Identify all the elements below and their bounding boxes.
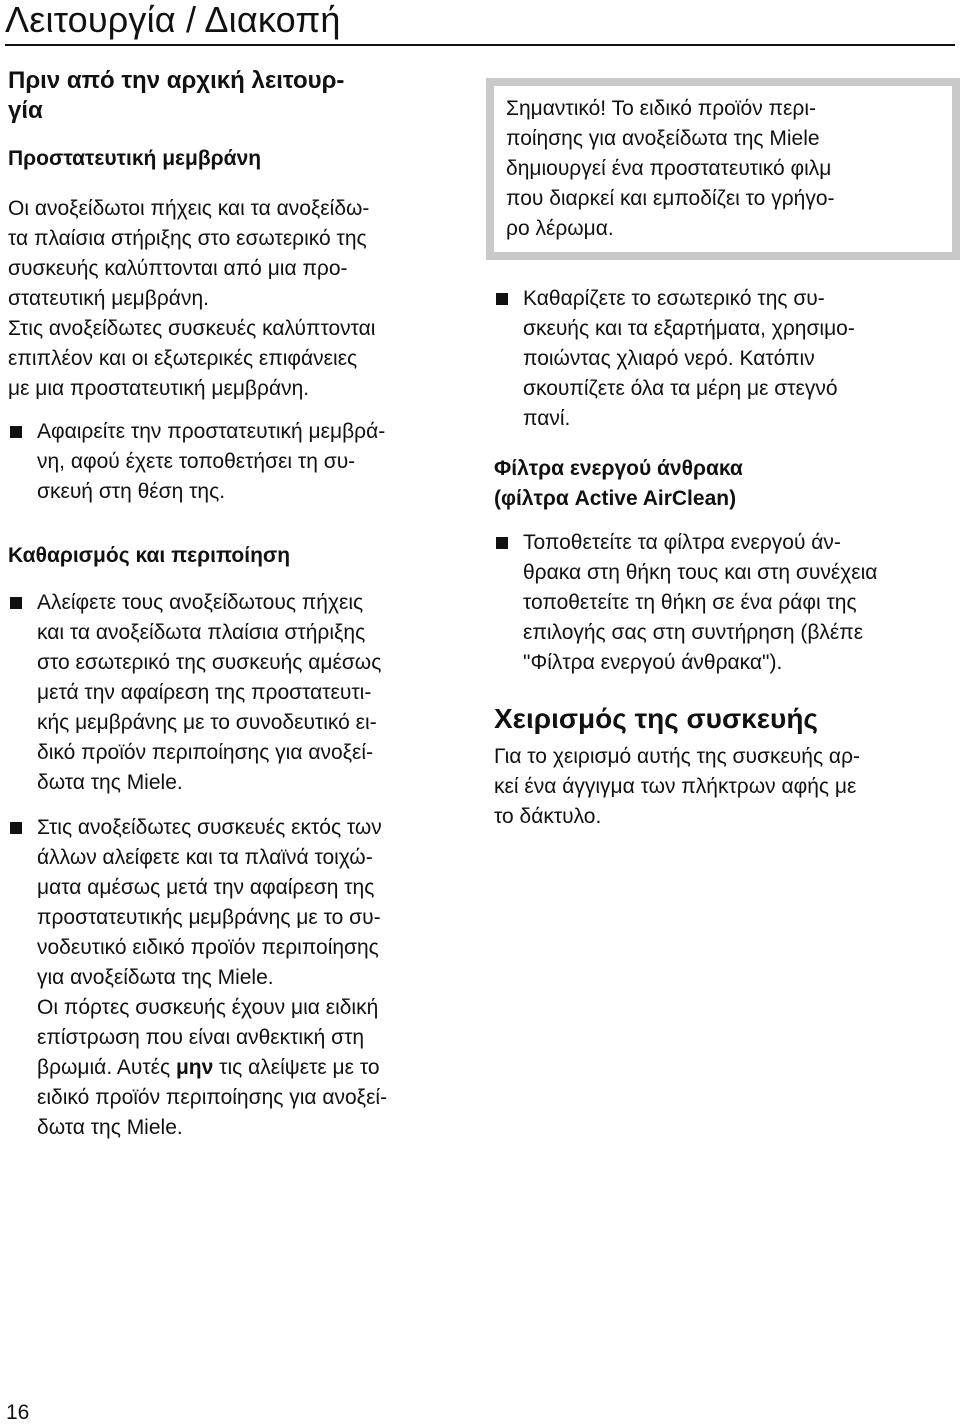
bullet-square-icon	[10, 822, 22, 834]
paragraph-operation: Για το χειρισμό αυτής της συσκευής αρ- κεί ένα άγγιγμα των πλήκτρων αφής με το δάκτυλο.	[494, 745, 861, 828]
list-item-apply-care-product	[8, 588, 463, 798]
list-item-text: Αφαιρείτε την προστατευτική μεμβρά- νη, αφού έχετε τοποθετήσει τη συ- σκευή στη θέση της.	[37, 420, 386, 503]
subheading-protective-membrane: Προστατευτική μεμβράνη	[8, 147, 262, 170]
bullet-square-icon	[10, 597, 22, 609]
section-title-operation: Χειρισμός της συσκευής	[494, 703, 818, 734]
bullet-square-icon	[496, 537, 508, 549]
subheading-carbon-filters: Φίλτρα ενεργού άνθρακα (φίλτρα Active AirClean)	[494, 457, 743, 510]
emphasis-not: μην	[175, 1056, 214, 1079]
notice-text: Σημαντικό! Το ειδικό προϊόν περι- ποίησης για ανοξείδωτα της Miele δημιουργεί ένα προστατευτικό φιλμ που διαρκεί και εμποδίζει το γρήγο- ρο λέρωμα.	[506, 97, 835, 240]
page-header	[5, 0, 955, 46]
list-item-place-filters	[494, 528, 956, 678]
right-column	[494, 78, 956, 832]
bullet-square-icon	[10, 426, 22, 438]
page-number: 16	[6, 1401, 30, 1424]
subheading-cleaning-care: Καθαρισμός και περιποίηση	[8, 544, 291, 567]
list-item-clean-interior	[494, 284, 956, 434]
list-item-remove-membrane	[8, 417, 463, 507]
heading-before-first-use: Πριν από την αρχική λειτουρ- γία	[8, 67, 345, 124]
list-item-text: Τοποθετείτε τα φίλτρα ενεργού άν- θρακα στη θήκη τους και στη συνέχεια τοποθετείτε τη θήκη σε ένα ράφι της επιλογής σας στη συντήρηση (βλέπε "Φίλτρα ενεργού άνθρακα").	[523, 531, 878, 674]
list-item-text-part: τις αλείψετε με το ειδικό προϊόν περιποίησης για ανοξεί- δωτα της Miele.	[37, 1056, 388, 1139]
paragraph-membrane: Οι ανοξείδωτοι πήχεις και τα ανοξείδω- τα πλαίσια στήριξης στο εσωτερικό της συσκευής καλύπτονται από μια προ- στατευτική μεμβράνη. Στις ανοξείδωτες συσκευές καλύπτονται επιπλέον και οι εξωτερικές επιφάνειες με μια προστατευτική μεμβράνη.	[8, 197, 376, 400]
left-column	[8, 66, 463, 1143]
list-item-text-part: Στις ανοξείδωτες συσκευές εκτός των άλλων αλείφετε και τα πλαϊνά τοιχώ- ματα αμέσως μετά την αφαίρεση της προστατευτικής μεμβράνης με το συ- νοδευτικό ειδικό προϊόν περιποίησης για ανοξείδωτα της Miele. Οι πόρτες συσκευής έχουν μια ειδική επίστρωση που είναι ανθεκτική στη βρωμιά. Αυτές	[37, 816, 382, 1079]
bullet-square-icon	[496, 293, 508, 305]
list-item-text: Καθαρίζετε το εσωτερικό της συ- σκευής και τα εξαρτήματα, χρησιμο- ποιώντας χλιαρό νερό. Κατόπιν σκουπίζετε όλα τα μέρη με στεγνό πανί.	[523, 287, 855, 430]
list-item-text	[37, 816, 387, 1139]
list-item-side-walls	[8, 813, 463, 1143]
page-title: Λειτουργία / Διακοπή	[5, 0, 341, 40]
important-notice-box	[486, 78, 960, 260]
list-item-text: Αλείφετε τους ανοξείδωτους πήχεις και τα ανοξείδωτα πλαίσια στήριξης στο εσωτερικό της συσκευής αμέσως μετά την αφαίρεση της προστατευτι- κής μεμβράνης με το συνοδευτικό ει- δικό προϊόν περιποίησης για ανοξεί- δωτα της Miele.	[37, 591, 382, 794]
